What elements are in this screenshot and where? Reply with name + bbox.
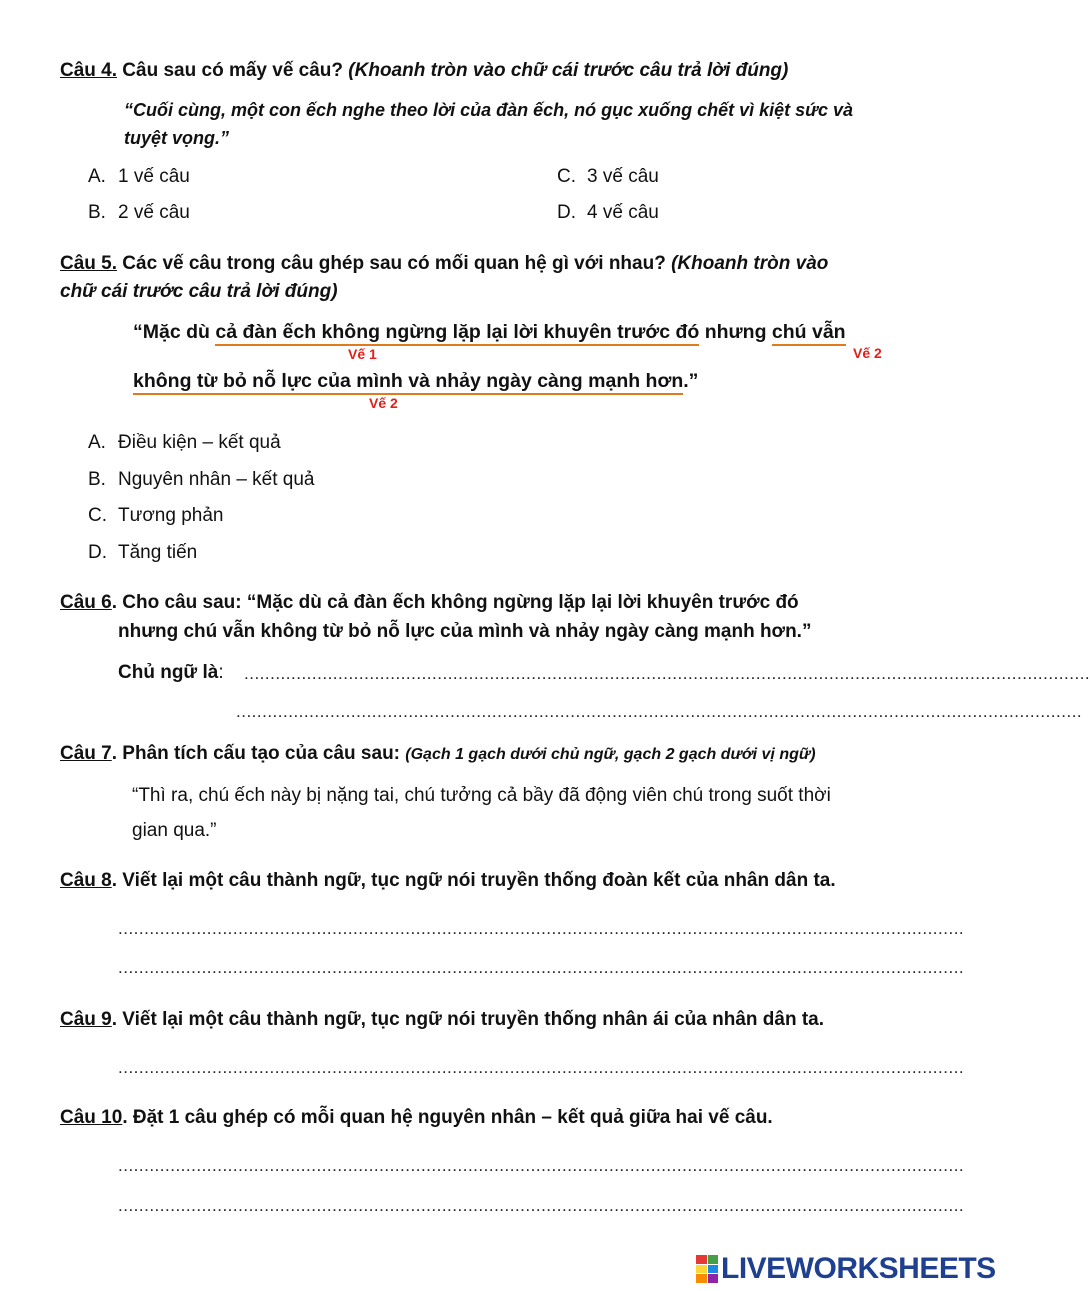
option-text: 3 vế câu [587, 166, 659, 187]
q5-quote-prefix: “Mặc dù [133, 321, 216, 343]
q6-heading [60, 592, 799, 614]
option-letter: D. [557, 202, 576, 223]
q5-option-d[interactable] [88, 542, 197, 564]
logo-square [696, 1255, 707, 1264]
q8-answer-line-2[interactable]: .................................................................................................................................................................. [118, 958, 965, 977]
q4-option-a[interactable] [88, 166, 190, 188]
q9-question: . Viết lại một câu thành ngữ, tục ngữ nói truyền thống nhân ái của nhân dân ta. [111, 1009, 825, 1030]
option-text: Điều kiện – kết quả [118, 432, 281, 453]
q7-instruction: (Gạch 1 gạch dưới chủ ngữ, gạch 2 gạch dưới vị ngữ) [405, 746, 816, 763]
q5-question: Các vế câu trong câu ghép sau có mối quan hệ gì với nhau? [117, 253, 672, 274]
q5-option-b[interactable] [88, 469, 315, 491]
q6-answer-line-1[interactable]: .................................................................................................................................................................. [244, 664, 1090, 683]
q9-answer-line-1[interactable]: .................................................................................................................................................................. [118, 1058, 965, 1077]
option-text: 1 vế câu [118, 166, 190, 187]
option-letter: D. [88, 542, 107, 563]
q5-label: Câu 5. [60, 253, 118, 274]
q5-quote-mid: nhưng [699, 321, 772, 343]
q4-option-b[interactable] [88, 202, 190, 224]
option-letter: B. [88, 202, 106, 223]
q8-question: . Viết lại một câu thành ngữ, tục ngữ nói truyền thống đoàn kết của nhân dân ta. [111, 870, 836, 891]
logo-square [708, 1255, 719, 1264]
option-text: Tương phản [118, 505, 224, 526]
option-text: 4 vế câu [587, 202, 659, 223]
q5-clause-2a: chú vẫn [772, 321, 846, 346]
liveworksheets-logo [696, 1252, 996, 1286]
q4-question: Câu sau có mấy vế câu? [117, 60, 349, 81]
q5-heading [60, 253, 828, 275]
q5-option-a[interactable] [88, 432, 281, 454]
option-letter: B. [88, 469, 106, 490]
option-letter: A. [88, 432, 106, 453]
q7-quote-line2: gian qua.” [132, 820, 217, 841]
logo-square [696, 1274, 707, 1283]
q5-clause-2b: không từ bỏ nỗ lực của mình và nhảy ngày càng mạnh hơn [133, 370, 683, 395]
q4-option-c[interactable] [557, 166, 659, 188]
q5-option-c[interactable] [88, 505, 223, 527]
logo-square [708, 1274, 719, 1283]
q8-heading [60, 870, 836, 892]
q5-quote-end: .” [683, 370, 699, 392]
q5-tag-ve2a: Vế 2 [853, 345, 882, 361]
logo-mark-icon [696, 1255, 718, 1283]
q8-label: Câu 8 [60, 870, 112, 891]
logo-square [708, 1265, 719, 1274]
q6-subject-row [118, 662, 224, 684]
q4-instruction: (Khoanh tròn vào chữ cái trước câu trả lời đúng) [348, 60, 789, 81]
q4-option-d[interactable] [557, 202, 659, 224]
q4-quote-line2: tuyệt vọng.” [124, 128, 230, 148]
option-text: 2 vế câu [118, 202, 190, 223]
q6-colon: : [218, 662, 224, 683]
q5-tag-ve2b: Vế 2 [369, 395, 398, 411]
q6-answer-line-2[interactable]: .................................................................................................................................................................. [236, 702, 1083, 721]
q10-label: Câu 10 [60, 1107, 123, 1128]
q10-heading [60, 1107, 773, 1129]
q5-tag-ve1: Vế 1 [348, 346, 377, 362]
q7-quote-line1: “Thì ra, chú ếch này bị nặng tai, chú tưởng cả bầy đã động viên chú trong suốt thời [132, 785, 831, 806]
q6-line1: . Cho câu sau: “Mặc dù cả đàn ếch không ngừng lặp lại lời khuyên trước đó [111, 592, 799, 613]
q7-question: . Phân tích cấu tạo của câu sau: [111, 743, 406, 764]
q5-instruction-a: (Khoanh tròn vào [671, 253, 829, 274]
q7-heading [60, 743, 816, 765]
q6-subject-label: Chủ ngữ là [118, 662, 219, 683]
q5-instruction-b: chữ cái trước câu trả lời đúng) [60, 281, 338, 302]
q4-heading [60, 60, 788, 82]
q10-question: . Đặt 1 câu ghép có mỗi quan hệ nguyên nhân – kết quả giữa hai vế câu. [122, 1107, 773, 1128]
q9-heading [60, 1009, 824, 1031]
q10-answer-line-1[interactable]: .................................................................................................................................................................. [118, 1156, 965, 1175]
q10-answer-line-2[interactable]: .................................................................................................................................................................. [118, 1196, 965, 1215]
q4-label: Câu 4. [60, 60, 118, 81]
q5-quote-line2 [133, 370, 698, 393]
option-letter: C. [557, 166, 576, 187]
logo-square [696, 1265, 707, 1274]
q5-clause-1: cả đàn ếch không ngừng lặp lại lời khuyên trước đó [215, 321, 699, 346]
q7-label: Câu 7 [60, 743, 112, 764]
q6-line2: nhưng chú vẫn không từ bỏ nỗ lực của mình và nhảy ngày càng mạnh hơn.” [118, 621, 812, 642]
option-text: Nguyên nhân – kết quả [118, 469, 315, 490]
logo-text: LIVEWORKSHEETS [721, 1252, 996, 1285]
q5-quote-line1 [133, 321, 846, 344]
q4-quote-line1: “Cuối cùng, một con ếch nghe theo lời của đàn ếch, nó gục xuống chết vì kiệt sức và [124, 100, 854, 120]
q9-label: Câu 9 [60, 1009, 112, 1030]
q6-label: Câu 6 [60, 592, 112, 613]
option-letter: A. [88, 166, 106, 187]
q8-answer-line-1[interactable]: .................................................................................................................................................................. [118, 919, 965, 938]
option-letter: C. [88, 505, 107, 526]
option-text: Tăng tiến [118, 542, 198, 563]
